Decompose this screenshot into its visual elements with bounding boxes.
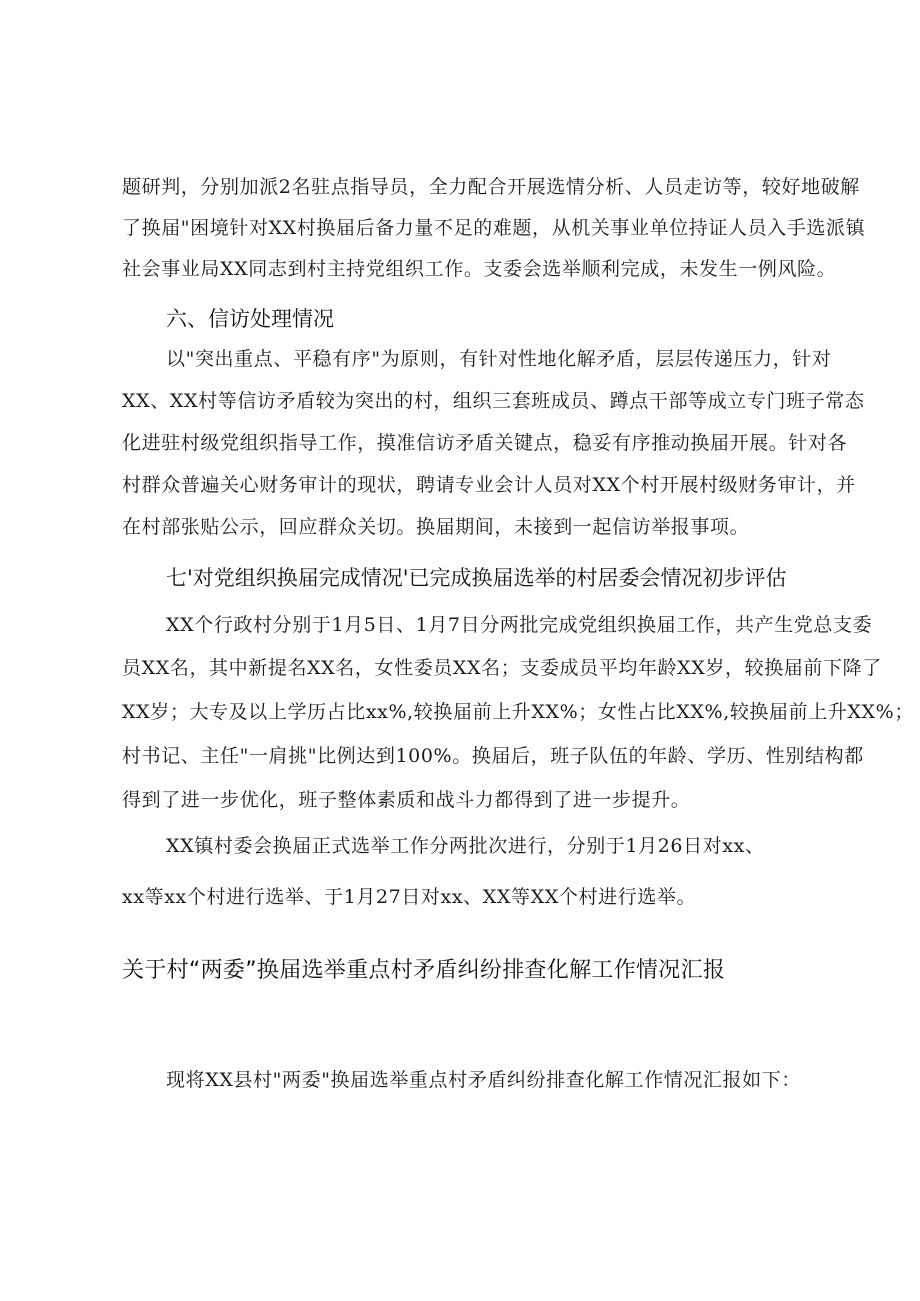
section6-line-3: 化进驻村级党组织指导工作，摸准信访矛盾关键点，稳妥有序推动换届开展。针对各: [122, 432, 848, 454]
intro-line-1: 题研判，分别加派2名驻点指导员，全力配合开展选情分析、人员走访等，较好地破解: [122, 176, 860, 198]
section7-p1-line-4: 村书记、主任"一肩挑"比例达到100%。换届后，班子队伍的年龄、学历、性别结构都: [122, 745, 864, 767]
section7-p1-line-3: XX岁；大专及以上学历占比xx%,较换届前上升XX%；女性占比XX%,较换届前上升XX%；: [122, 701, 914, 723]
intro-line-2: 了换届"困境针对XX村换届后备力量不足的难题，从机关事业单位持证人员入手选派镇: [122, 217, 866, 239]
intro-line-3: 社会事业局XX同志到村主持党组织工作。支委会选举顺利完成，未发生一例风险。: [122, 258, 837, 280]
section6-line-2: XX、XX村等信访矛盾较为突出的村，组织三套班成员、蹲点干部等成立专门班子常态: [122, 390, 865, 412]
section6-line-5: 在村部张贴公示，回应群众关切。换届期间，未接到一起信访举报事项。: [122, 516, 750, 538]
section7-p1-line-2: 员XX名，其中新提名XX名，女性委员XX名；支委成员平均年龄XX岁，较换届前下降了: [122, 657, 882, 679]
section6-heading: 六、信访处理情况: [166, 307, 334, 331]
section7-p1-line-1: XX个行政村分别于1月5日、1月7日分两批完成党组织换届工作，共产生党总支委: [166, 614, 873, 636]
section7-heading: 七'对党组织换届完成情况'已完成换届选举的村居委会情况初步评估: [166, 566, 787, 590]
section6-line-4: 村群众普遍关心财务审计的现状，聘请专业会计人员对XX个村开展村级财务审计，并: [122, 474, 856, 496]
section6-line-1: 以"突出重点、平稳有序"为原则，有针对性地化解矛盾，层层传递压力，针对: [166, 348, 832, 370]
section7-p2-line-2: xx等xx个村进行选举、于1月27日对xx、XX等XX个村进行选举。: [122, 886, 697, 908]
report-title: 关于村“两委”换届选举重点村矛盾纠纷排查化解工作情况汇报: [122, 958, 726, 983]
report-intro: 现将XX县村"两委"换届选举重点村矛盾纠纷排查化解工作情况汇报如下：: [166, 1069, 801, 1091]
section7-p2-line-1: XX镇村委会换届正式选举工作分两批次进行，分别于1月26日对xx、: [166, 835, 765, 857]
section7-p1-line-5: 得到了进一步优化，班子整体素质和战斗力都得到了进一步提升。: [122, 789, 691, 811]
